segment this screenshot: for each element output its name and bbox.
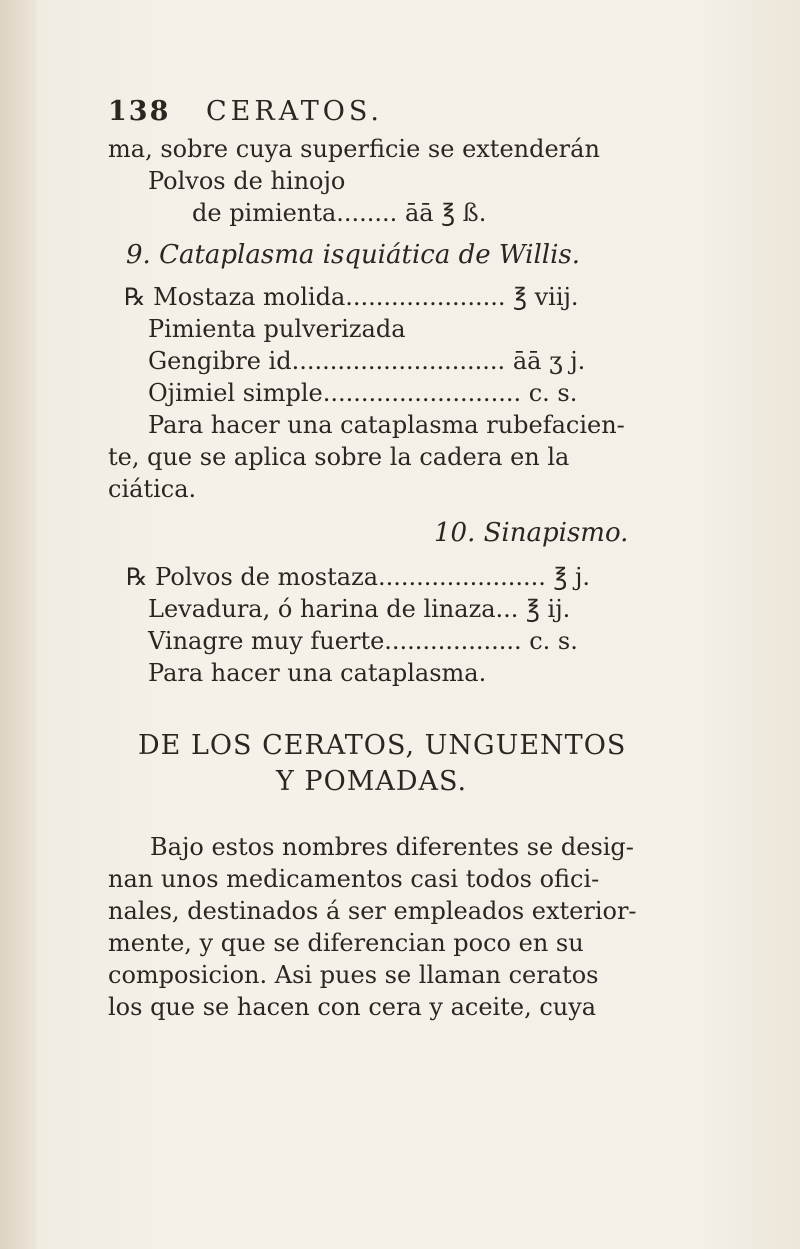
paragraph-line: Bajo estos nombres diferentes se desig- <box>150 833 634 861</box>
text-line: te, que se aplica sobre la cadera en la <box>108 443 570 471</box>
ingredient-line: ℞ Mostaza molida..................... ℥ viij. <box>124 283 579 311</box>
ingredient-line: ℞ Polvos de mostaza...................... ℥ j. <box>126 563 591 591</box>
ingredient-line: Polvos de hinojo <box>148 167 346 195</box>
text-line: Para hacer una cataplasma. <box>148 659 487 687</box>
paragraph-line: mente, y que se diferencian poco en su <box>108 929 584 957</box>
running-title: CERATOS. <box>206 96 383 127</box>
paragraph-line: composicion. Asi pues se llaman ceratos <box>108 961 599 989</box>
ingredient-line: Ojimiel simple.......................... c. s. <box>148 379 578 407</box>
ingredient-line: Levadura, ó harina de linaza... ℥ ij. <box>148 595 571 623</box>
ingredient-line: Vinagre muy fuerte.................. c. s. <box>148 627 578 655</box>
section-heading: Y POMADAS. <box>276 766 468 797</box>
recipe-title: 10. Sinapismo. <box>434 518 629 548</box>
page-gutter <box>0 0 36 1249</box>
ingredient-line: Gengibre id............................ āā ʒ j. <box>148 347 586 375</box>
text-line: ma, sobre cuya superficie se extenderán <box>108 135 600 163</box>
section-heading: DE LOS CERATOS, UNGUENTOS <box>138 730 627 761</box>
ingredient-line: de pimienta........ āā ℥ ß. <box>192 199 487 227</box>
ingredient-line: Pimienta pulverizada <box>148 315 406 343</box>
page-number: 138 <box>108 96 171 127</box>
paragraph-line: los que se hacen con cera y aceite, cuya <box>108 993 597 1021</box>
recipe-title: 9. Cataplasma isquiática de Willis. <box>126 240 581 270</box>
text-line: Para hacer una cataplasma rubefacien- <box>148 411 625 439</box>
paragraph-line: nan unos medicamentos casi todos ofici- <box>108 865 600 893</box>
paragraph-line: nales, destinados á ser empleados exterior- <box>108 897 637 925</box>
text-line: ciática. <box>108 475 197 503</box>
